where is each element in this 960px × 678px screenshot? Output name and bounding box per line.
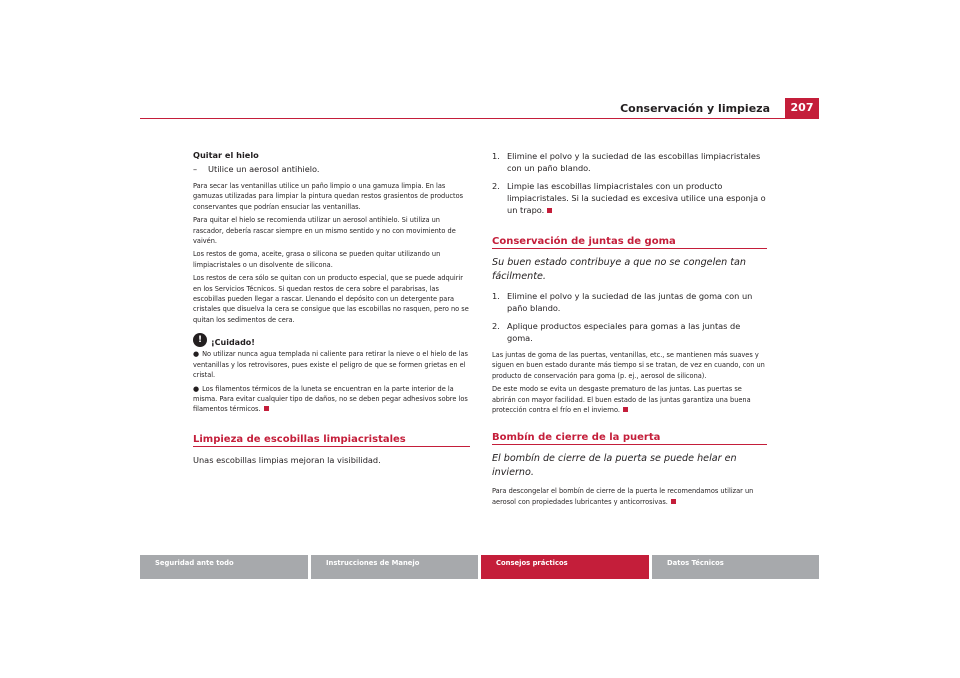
section-lead: Su buen estado contribuye a que no se congelen tan fácilmente. — [492, 257, 747, 282]
section-heading-bombin: Bombín de cierre de la puerta — [492, 432, 767, 445]
step-text: Elimine el polvo y la suciedad de las escobillas limpiacristales con un paño blando. — [507, 151, 761, 173]
step-text: Aplique productos especiales para gomas a las juntas de goma. — [507, 321, 741, 343]
step-number: 2. — [492, 321, 500, 331]
dash-marker: – — [193, 164, 198, 174]
bullet-text: No utilizar nunca agua templada ni caliente para retirar la nieve o el hielo de las ventanillas y los retrovisores, pues existe el peligro de que se formen grietas en el cristal. — [193, 350, 468, 380]
bullet-text: Los filamentos térmicos de la luneta se encuentran en la parte interior de la misma. Para evitar cualquier tipo de daños, no se deben pegar adhesivos sobre los filamentos térmicos. — [193, 384, 468, 414]
end-mark-icon — [623, 407, 628, 412]
bullet-icon: ● — [193, 350, 200, 359]
page-number: 207 — [785, 98, 819, 118]
step-text-wrap — [507, 180, 767, 216]
paragraph: Para secar las ventanillas utilice un paño limpio o una gamuza limpia. En las gamuzas utilizadas para limpiar la pintura quedan restos grasientos de productos conservantes que podrían ensuciar las ventanillas. — [193, 182, 464, 211]
subhead-quitar-hielo: Quitar el hielo — [193, 150, 259, 160]
step-text: Utilice un aerosol antihielo. — [208, 164, 320, 174]
caution-box — [193, 333, 470, 414]
right-column — [492, 150, 767, 510]
instruction-step — [492, 150, 767, 174]
paragraph-wrap — [492, 486, 767, 507]
paragraph: Para quitar el hielo se recomienda utilizar un aerosol antihielo. Si utiliza un rascador, debería rascar siempre en un mismo sentido y no con movimiento de vaivén. — [193, 216, 456, 246]
left-column — [193, 150, 470, 472]
section-lead: El bombín de cierre de la puerta se puede helar en invierno. — [492, 453, 737, 479]
step-number: 2. — [492, 181, 500, 191]
section-intro: Unas escobillas limpias mejoran la visibilidad. — [193, 454, 381, 465]
paragraph: Los restos de cera sólo se quitan con un producto especial, que se puede adquirir en los Servicios Técnicos. Si quedan restos de cera sobre el parabrisas, las escobillas pueden llegar a rascar. Llenando el depósito con un detergente para cristales que disuelva la cera se consigue que las escobillas no rasquen, pero no se quitan los sedimentos de cera. — [193, 274, 469, 324]
paragraph: Las juntas de goma de las puertas, ventanillas, etc., se mantienen más suaves y siguen en buen estado durante más tiempo si se tratan, de vez en cuando, con un producto de conservación para goma (p. ej., aerosol de silicona). — [492, 351, 765, 380]
caution-bullet — [193, 384, 470, 415]
step-text: Limpie las escobillas limpiacristales con un producto limpiacristales. Si la suciedad es excesiva utilice una esponja o un trapo. — [507, 181, 766, 215]
instruction-step — [193, 163, 470, 175]
paragraph: Los restos de goma, aceite, grasa o silicona se pueden quitar utilizando un limpiacristales o un disolvente de silicona. — [193, 250, 441, 269]
caution-header — [193, 333, 470, 347]
end-mark-icon — [671, 499, 676, 504]
header-title: Conservación y limpieza — [620, 102, 770, 115]
step-number: 1. — [492, 291, 500, 301]
instruction-step — [492, 180, 767, 216]
end-mark-icon — [547, 208, 552, 213]
nav-tab-consejos[interactable]: Consejos prácticos — [481, 555, 649, 579]
header-rule — [140, 118, 819, 119]
nav-tab-instrucciones[interactable]: Instrucciones de Manejo — [311, 555, 478, 579]
section-heading-escobillas: Limpieza de escobillas limpiacristales — [193, 434, 470, 447]
paragraph: De este modo se evita un desgaste prematuro de las juntas. Las puertas se abrirán con mayor facilidad. El buen estado de las juntas garantiza una buena protección contra el frío en el invierno. — [492, 385, 751, 415]
paragraph: Para descongelar el bombín de cierre de la puerta le recomendamos utilizar un aerosol con propiedades lubricantes y anticorrosivas. — [492, 487, 754, 506]
instruction-step — [492, 290, 767, 314]
end-mark-icon — [264, 406, 269, 411]
section-heading-juntas: Conservación de juntas de goma — [492, 236, 767, 249]
caution-title: ¡Cuidado! — [211, 338, 255, 348]
step-number: 1. — [492, 151, 500, 161]
bullet-icon: ● — [193, 384, 200, 393]
paragraph-wrap — [492, 384, 767, 415]
nav-tab-seguridad[interactable]: Seguridad ante todo — [140, 555, 308, 579]
nav-tab-datos[interactable]: Datos Técnicos — [652, 555, 819, 579]
instruction-step — [492, 320, 767, 344]
warning-icon: ! — [193, 333, 207, 347]
caution-bullet — [193, 349, 470, 380]
step-text: Elimine el polvo y la suciedad de las juntas de goma con un paño blando. — [507, 291, 753, 313]
